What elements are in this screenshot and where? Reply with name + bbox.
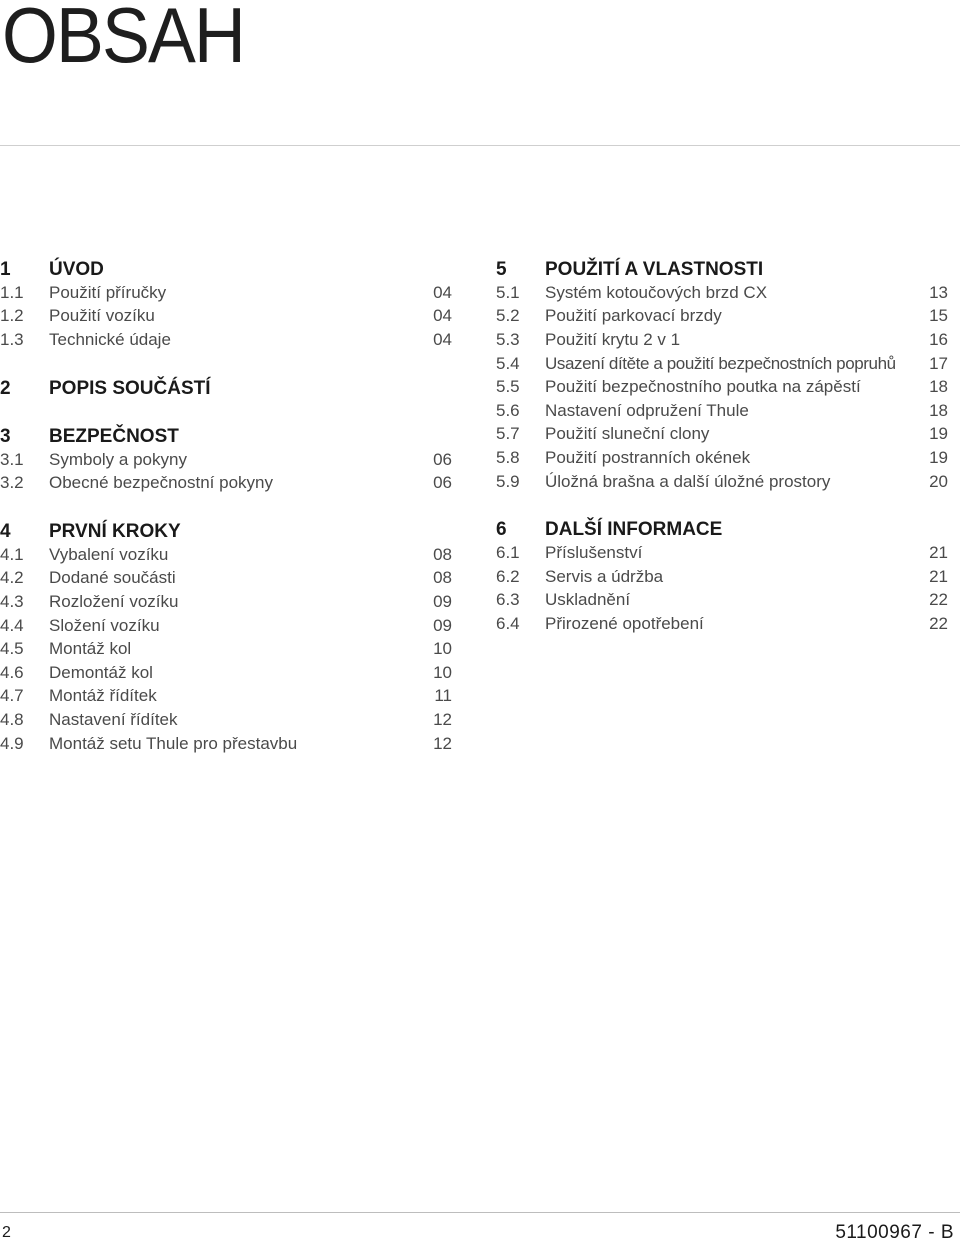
section-title: BEZPEČNOST: [49, 425, 179, 447]
toc-section-heading[interactable]: [0, 518, 452, 543]
entry-number: 4.3: [0, 591, 24, 611]
entry-title: Montáž řídítek: [49, 686, 157, 706]
entry-number: 4.6: [0, 662, 24, 682]
toc-entry[interactable]: [0, 685, 452, 709]
entry-title: Složení vozíku: [49, 615, 160, 635]
entry-page: 04: [433, 282, 452, 302]
entry-number: 5.7: [496, 424, 520, 444]
toc-section-heading[interactable]: [496, 256, 948, 281]
toc-entry[interactable]: [0, 708, 452, 732]
entry-number: 5.2: [496, 306, 520, 326]
entry-number: 4.1: [0, 544, 24, 564]
entry-title: Montáž kol: [49, 639, 132, 659]
page-title: OBSAH: [2, 0, 245, 79]
section-title: PRVNÍ KROKY: [49, 520, 181, 542]
section-number: 6: [496, 519, 507, 541]
entry-title: Přirozené opotřebení: [545, 613, 704, 633]
entry-title: Technické údaje: [49, 329, 171, 349]
entry-title: Příslušenství: [545, 543, 643, 563]
entry-page: 21: [929, 566, 948, 586]
entry-number: 4.9: [0, 733, 24, 753]
entry-page: 19: [929, 447, 948, 467]
entry-title: Použití krytu 2 v 1: [545, 329, 681, 349]
entry-page: 22: [929, 613, 948, 633]
entry-page: 15: [929, 306, 948, 326]
toc-entry[interactable]: [0, 637, 452, 661]
toc-entry[interactable]: [0, 281, 452, 305]
entry-page: 09: [433, 615, 452, 635]
entry-number: 4.8: [0, 709, 24, 729]
toc-entry[interactable]: [496, 589, 948, 613]
entry-page: 21: [929, 543, 948, 563]
toc-left-column: [0, 256, 452, 778]
entry-number: 4.4: [0, 615, 24, 635]
toc-section-5: [496, 256, 948, 493]
entry-number: 5.4: [496, 353, 520, 373]
entry-page: 04: [433, 329, 452, 349]
entry-page: 12: [433, 733, 452, 753]
entry-page: 22: [929, 590, 948, 610]
entry-page: 08: [433, 544, 452, 564]
entry-page: 04: [433, 306, 452, 326]
entry-title: Použití vozíku: [49, 306, 155, 326]
entry-number: 4.5: [0, 639, 24, 659]
entry-page: 12: [433, 709, 452, 729]
toc-section-heading[interactable]: [496, 516, 948, 541]
toc-section-1: [0, 256, 452, 352]
entry-number: 1.1: [0, 282, 24, 302]
toc-section-heading[interactable]: [0, 375, 452, 400]
entry-title: Nastavení odpružení Thule: [545, 400, 749, 420]
toc-entry[interactable]: [0, 614, 452, 638]
bottom-divider: [0, 1212, 960, 1213]
entry-number: 1.2: [0, 306, 24, 326]
entry-number: 6.1: [496, 543, 520, 563]
entry-title: Usazení dítěte a použití bezpečnostních popruhů: [545, 353, 896, 373]
toc-section-4: [0, 518, 452, 755]
toc-entry[interactable]: [496, 305, 948, 329]
entry-page: 06: [433, 473, 452, 493]
entry-title: Použití bezpečnostního poutka na zápěstí: [545, 377, 861, 397]
entry-title: Obecné bezpečnostní pokyny: [49, 473, 273, 493]
section-number: 4: [0, 520, 11, 542]
entry-number: 3.1: [0, 449, 24, 469]
toc-entry[interactable]: [0, 305, 452, 329]
entry-title: Montáž setu Thule pro přestavbu: [49, 733, 298, 753]
toc-entry[interactable]: [496, 352, 948, 376]
toc-section-heading[interactable]: [0, 423, 452, 448]
toc-section-3: [0, 423, 452, 495]
entry-page: 13: [929, 282, 948, 302]
section-title: ÚVOD: [49, 259, 104, 280]
toc-entry[interactable]: [0, 732, 452, 756]
entry-title: Servis a údržba: [545, 566, 664, 586]
toc-entry[interactable]: [496, 541, 948, 565]
section-title: POPIS SOUČÁSTÍ: [49, 377, 211, 399]
toc-section-heading[interactable]: [0, 256, 452, 281]
toc-entry[interactable]: [496, 399, 948, 423]
entry-number: 5.9: [496, 471, 520, 491]
top-divider: [0, 145, 960, 146]
toc-entry[interactable]: [0, 543, 452, 567]
entry-number: 6.4: [496, 613, 520, 633]
entry-page: 10: [433, 639, 452, 659]
entry-title: Rozložení vozíku: [49, 591, 179, 611]
section-title: POUŽITÍ A VLASTNOSTI: [545, 259, 764, 280]
section-number: 3: [0, 425, 11, 447]
entry-title: Dodané součásti: [49, 568, 176, 588]
footer-page-number: 2: [2, 1224, 11, 1241]
entry-number: 6.2: [496, 566, 520, 586]
entry-title: Vybalení vozíku: [49, 544, 169, 564]
entry-number: 4.2: [0, 568, 24, 588]
entry-page: 10: [433, 662, 452, 682]
section-number: 5: [496, 259, 507, 280]
toc-entry[interactable]: [496, 423, 948, 447]
entry-title: Uskladnění: [545, 590, 631, 610]
entry-number: 3.2: [0, 473, 24, 493]
entry-page: 11: [434, 686, 452, 706]
entry-page: 20: [929, 471, 948, 491]
entry-title: Použití příručky: [49, 282, 167, 302]
entry-page: 09: [433, 591, 452, 611]
entry-title: Nastavení řídítek: [49, 709, 178, 729]
toc-entry[interactable]: [0, 448, 452, 472]
toc-right-column: [496, 256, 948, 659]
entry-title: Použití parkovací brzdy: [545, 306, 722, 326]
toc-entry[interactable]: [496, 328, 948, 352]
toc-entry[interactable]: [496, 565, 948, 589]
entry-title: Demontáž kol: [49, 662, 153, 682]
section-title: DALŠÍ INFORMACE: [545, 519, 723, 541]
entry-number: 5.3: [496, 329, 520, 349]
entry-number: 6.3: [496, 590, 520, 610]
toc-entry[interactable]: [0, 590, 452, 614]
entry-page: 16: [929, 329, 948, 349]
entry-title: Systém kotoučových brzd CX: [545, 282, 768, 302]
toc-entry[interactable]: [0, 328, 452, 352]
entry-number: 4.7: [0, 686, 24, 706]
section-number: 1: [0, 259, 11, 280]
entry-number: 5.6: [496, 400, 520, 420]
entry-page: 17: [929, 353, 948, 373]
entry-number: 5.8: [496, 447, 520, 467]
toc-section-6: [496, 516, 948, 635]
entry-title: Symboly a pokyny: [49, 449, 187, 469]
toc-entry[interactable]: [496, 375, 948, 399]
toc-entry[interactable]: [496, 281, 948, 305]
section-number: 2: [0, 377, 11, 399]
entry-page: 19: [929, 424, 948, 444]
entry-title: Použití postranních okének: [545, 447, 751, 467]
toc-entry[interactable]: [0, 661, 452, 685]
entry-page: 18: [929, 400, 948, 420]
entry-page: 06: [433, 449, 452, 469]
toc-entry[interactable]: [0, 471, 452, 495]
entry-page: 18: [929, 377, 948, 397]
entry-number: 1.3: [0, 329, 24, 349]
entry-number: 5.1: [496, 282, 520, 302]
entry-number: 5.5: [496, 377, 520, 397]
toc-entry[interactable]: [496, 612, 948, 636]
toc-entry[interactable]: [0, 567, 452, 591]
toc-entry[interactable]: [496, 446, 948, 470]
toc-entry[interactable]: [496, 470, 948, 494]
toc-section-2: [0, 375, 452, 400]
entry-title: Použití sluneční clony: [545, 424, 710, 444]
footer-document-code: 51100967 - B: [835, 1222, 954, 1243]
entry-page: 08: [433, 568, 452, 588]
entry-title: Úložná brašna a další úložné prostory: [545, 471, 831, 491]
